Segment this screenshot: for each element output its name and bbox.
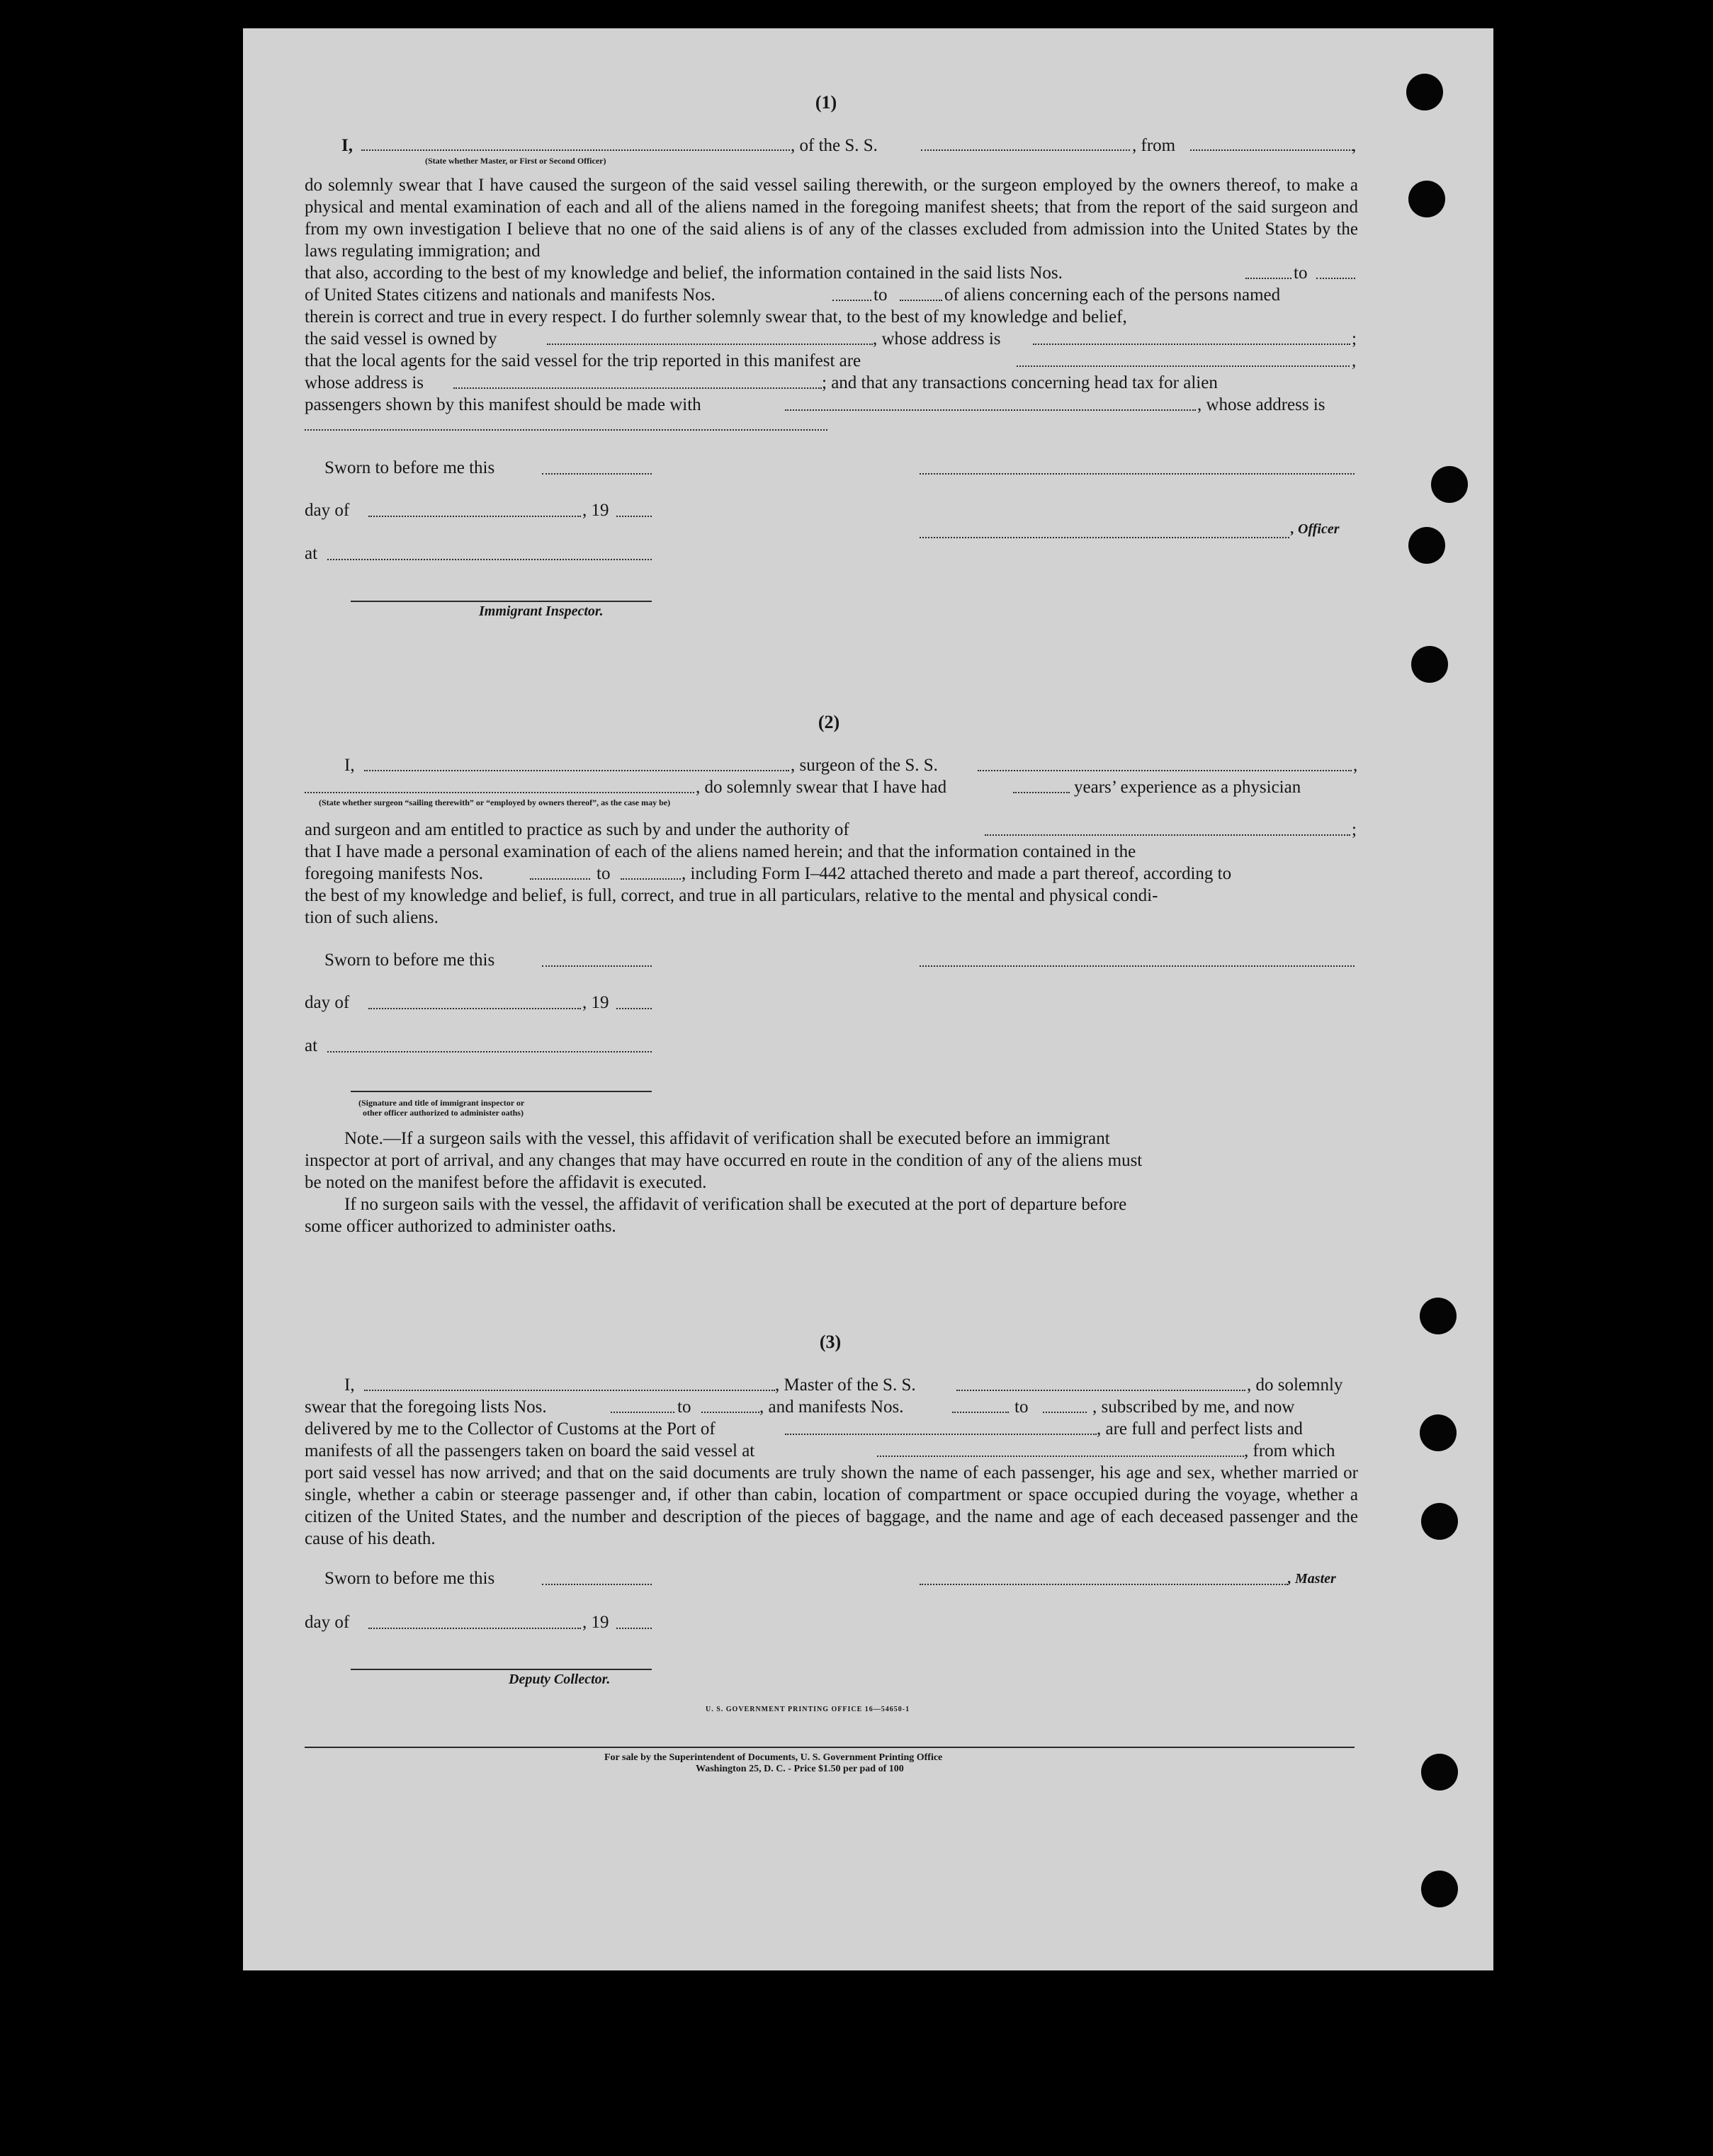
s2-years: years’ experience as a physician: [1074, 778, 1301, 797]
section-3-number: (3): [819, 1332, 842, 1352]
s1-officer-name-line[interactable]: [920, 473, 1355, 475]
s2-sworn: Sworn to before me this: [324, 951, 495, 970]
s2-note-3: be noted on the manifest before the affidavit is executed.: [305, 1173, 707, 1192]
punch-hole: [1420, 1298, 1457, 1334]
s1-ship-field[interactable]: [921, 149, 1130, 151]
sale-line-2: Washington 25, D. C. - Price $1.50 per pad of 100: [696, 1764, 904, 1774]
s2-sworn-field[interactable]: [542, 965, 652, 967]
s3-master-of: , Master of the S. S.: [775, 1375, 916, 1395]
punch-hole: [1420, 1414, 1457, 1451]
s1-agents-address-field[interactable]: [453, 387, 822, 389]
s1-manifests-to-field[interactable]: [900, 300, 942, 301]
s2-at: at: [305, 1036, 318, 1055]
s3-embark-port-field[interactable]: [877, 1456, 1244, 1457]
s1-inspector-signature-line[interactable]: [351, 601, 652, 602]
s3-day-field[interactable]: [368, 1628, 581, 1629]
s2-end: ,: [1353, 756, 1358, 775]
s3-master-caption: , Master: [1288, 1571, 1336, 1587]
s2-signature-line[interactable]: [351, 1091, 652, 1092]
s3-manifests: , and manifests Nos.: [759, 1397, 904, 1417]
s1-semicolon: ;: [1352, 329, 1357, 348]
s1-correct: therein is correct and true in every respect. I do further solemnly swear that, to the best of my knowledge and belief,: [305, 307, 1127, 327]
s2-manifests-from-field[interactable]: [530, 878, 590, 880]
s1-inspector-caption: Immigrant Inspector.: [479, 603, 604, 619]
punch-hole: [1411, 646, 1448, 683]
s1-whose-2: , whose address is: [1197, 395, 1325, 414]
s1-owned: the said vessel is owned by: [305, 329, 497, 348]
s1-sworn: Sworn to before me this: [324, 458, 495, 477]
s2-sig-caption-1: (Signature and title of immigrant inspector or: [358, 1098, 525, 1108]
s2-note-1: Note.—If a surgeon sails with the vessel, this affidavit of verification shall be executed before an immigrant: [344, 1129, 1110, 1148]
punch-hole: [1406, 74, 1443, 110]
s3-ship-field[interactable]: [956, 1390, 1245, 1391]
s2-note-4: If no surgeon sails with the vessel, the affidavit of verification shall be executed at the port of departure before: [344, 1195, 1127, 1214]
s1-to-2: to: [874, 285, 888, 305]
s1-day-field[interactable]: [368, 516, 581, 517]
s3-sworn: Sworn to before me this: [324, 1569, 495, 1588]
s1-whose: whose address is: [305, 373, 424, 392]
punch-hole: [1421, 1871, 1458, 1907]
s1-aliens: of aliens concerning each of the persons named: [944, 285, 1281, 305]
s1-i: I,: [341, 136, 353, 155]
s3-full: , are full and perfect lists and: [1097, 1419, 1303, 1439]
s1-comma: ,: [1352, 351, 1357, 370]
s3-subscribed: , subscribed by me, and now: [1092, 1397, 1295, 1417]
sale-line-1: For sale by the Superintendent of Documents, U. S. Government Printing Office: [604, 1752, 943, 1763]
s2-tion: tion of such aliens.: [305, 908, 439, 927]
punch-hole: [1421, 1503, 1458, 1540]
s2-surgeon-signature-line[interactable]: [920, 965, 1355, 967]
s1-end: ,: [1352, 136, 1357, 155]
s1-owner-address-field[interactable]: [1033, 344, 1350, 345]
s1-headtax-field[interactable]: [785, 409, 1196, 411]
section-1-number: (1): [815, 92, 837, 113]
s3-port-field[interactable]: [785, 1434, 1097, 1435]
s3-manifests-to-field[interactable]: [1043, 1412, 1087, 1413]
s3-paragraph-b: port said vessel has now arrived; and that on the said documents are truly shown the name of each passenger, his age and sex, whether married or single, whether a cabin or steerage passenger and, if other than cabin, location of compartment or space occupied during the voyage, whether a citizen of the United States, and the number and description of the pieces of baggage, and the name and age of each deceased passenger and the cause of his death.: [305, 1463, 1358, 1548]
s1-to-1: to: [1294, 263, 1308, 283]
s3-manifests-from-field[interactable]: [952, 1412, 1009, 1413]
s1-from-field[interactable]: [1190, 149, 1353, 151]
s2-foregoing: foregoing manifests Nos.: [305, 864, 484, 883]
s3-lists-from-field[interactable]: [611, 1412, 674, 1413]
s1-at: at: [305, 544, 318, 563]
s3-day-of: day of: [305, 1613, 350, 1632]
s1-paragraph-a: do solemnly swear that I have caused the surgeon of the said vessel sailing therewith, or the surgeon employed by the owners thereof, to make a physical and mental examination of each and all of the aliens named in the foregoing manifest sheets; that from the report of the said surgeon and from my own investigation I believe that no one of the said aliens is of any of the classes excluded from admission into the United States by the laws regulating immigration; and: [305, 176, 1358, 261]
s1-officer-caption: , Officer: [1291, 521, 1340, 537]
s1-lists-from-field[interactable]: [1245, 278, 1291, 279]
s2-status-field[interactable]: [305, 792, 694, 793]
s1-manifests-from-field[interactable]: [832, 300, 871, 301]
s1-passengers: passengers shown by this manifest should be made with: [305, 395, 701, 414]
s2-day-field[interactable]: [368, 1008, 581, 1009]
s3-delivered: delivered by me to the Collector of Customs at the Port of: [305, 1419, 716, 1439]
s1-year: , 19: [582, 501, 609, 520]
s2-year: , 19: [582, 993, 609, 1012]
s1-of-ss: , of the S. S.: [791, 136, 878, 155]
s2-sig-caption-2: other officer authorized to administer oaths): [363, 1108, 524, 1118]
s3-solemnly: , do solemnly: [1247, 1375, 1343, 1395]
s1-from: , from: [1132, 136, 1176, 155]
s3-master-name-field[interactable]: [364, 1390, 775, 1391]
s2-surgeon-name-field[interactable]: [364, 770, 789, 771]
s3-deputy-caption: Deputy Collector.: [509, 1672, 611, 1687]
s2-ship-field[interactable]: [978, 770, 1352, 771]
s1-caption-master: (State whether Master, or First or Second Officer): [425, 156, 606, 166]
s1-officer-signature-line[interactable]: [920, 537, 1289, 538]
s3-lists-to-field[interactable]: [701, 1412, 759, 1413]
s3-master-signature-line[interactable]: [920, 1584, 1288, 1585]
s2-to: to: [597, 864, 611, 883]
s3-sworn-field[interactable]: [542, 1584, 652, 1585]
s1-owned-address: , whose address is: [873, 329, 1001, 348]
s3-deputy-signature-line[interactable]: [351, 1669, 652, 1670]
s3-to-1: to: [677, 1397, 691, 1417]
s3-to-2: to: [1014, 1397, 1029, 1417]
s2-note-5: some officer authorized to administer oaths.: [305, 1217, 616, 1236]
s1-agents-field[interactable]: [1017, 365, 1350, 367]
s2-year-field[interactable]: [616, 1008, 652, 1009]
s2-manifests-to-field[interactable]: [621, 878, 681, 880]
gpo-imprint: U. S. GOVERNMENT PRINTING OFFICE 16—54650-1: [706, 1706, 910, 1713]
s2-day-of: day of: [305, 993, 350, 1012]
s3-swear: swear that the foregoing lists Nos.: [305, 1397, 547, 1417]
punch-hole: [1431, 466, 1468, 503]
s1-headtax-address-field[interactable]: [305, 429, 827, 431]
s2-surgeon-of: , surgeon of the S. S.: [791, 756, 938, 775]
s1-lists-to-field[interactable]: [1316, 278, 1355, 279]
s2-years-field[interactable]: [1013, 792, 1070, 793]
s1-owner-field[interactable]: [547, 344, 873, 345]
s1-transactions: ; and that any transactions concerning head tax for alien: [822, 373, 1218, 392]
s1-day-of: day of: [305, 501, 350, 520]
s1-rank-field[interactable]: [361, 149, 790, 151]
s2-authority-field[interactable]: [985, 834, 1350, 836]
s2-semicolon: ;: [1352, 820, 1357, 839]
section-2-number: (2): [818, 712, 840, 732]
s3-from-which: , from which: [1244, 1441, 1335, 1460]
s3-i: I,: [344, 1375, 355, 1395]
punch-hole: [1408, 527, 1445, 564]
s3-year: , 19: [582, 1613, 609, 1632]
footer-rule: [305, 1747, 1355, 1748]
punch-hole: [1421, 1754, 1458, 1791]
s1-agents: that the local agents for the said vessel for the trip reported in this manifest are: [305, 351, 861, 370]
punch-hole: [1408, 181, 1445, 217]
s2-swear: , do solemnly swear that I have had: [696, 778, 947, 797]
s3-manifests-all: manifests of all the passengers taken on board the said vessel at: [305, 1441, 755, 1460]
s2-personal: that I have made a personal examination of each of the aliens named herein; and that the information contained in the: [305, 842, 1136, 861]
s2-authority: and surgeon and am entitled to practice as such by and under the authority of: [305, 820, 849, 839]
s1-year-field[interactable]: [616, 516, 652, 517]
s2-including: , including Form I–442 attached thereto and made a part thereof, according to: [682, 864, 1232, 883]
s2-at-field[interactable]: [327, 1051, 652, 1053]
s2-best: the best of my knowledge and belief, is full, correct, and true in all particulars, relative to the mental and physical condi-: [305, 886, 1158, 905]
s1-citizens: of United States citizens and nationals and manifests Nos.: [305, 285, 716, 305]
s2-i: I,: [344, 756, 355, 775]
s3-year-field[interactable]: [616, 1628, 652, 1629]
s2-caption: (State whether surgeon “sailing therewith” or “employed by owners thereof”, as the case may be): [319, 798, 671, 807]
s1-sworn-field[interactable]: [542, 473, 652, 475]
s1-that-also: that also, according to the best of my knowledge and belief, the information contained in the said lists Nos.: [305, 263, 1063, 283]
s2-note-2: inspector at port of arrival, and any changes that may have occurred en route in the condition of any of the aliens must: [305, 1151, 1143, 1170]
s1-at-field[interactable]: [327, 559, 652, 560]
